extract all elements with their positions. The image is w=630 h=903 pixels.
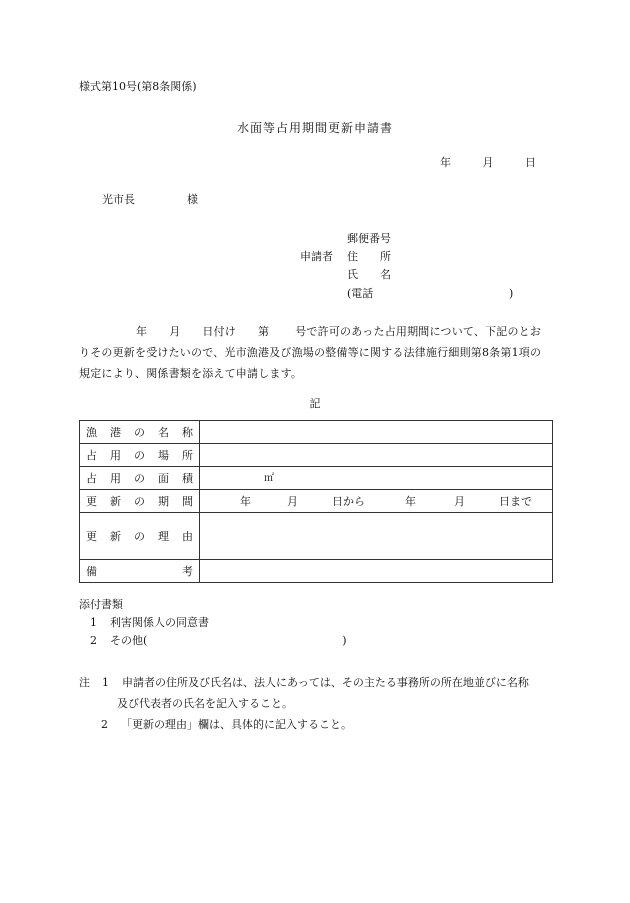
table-row xyxy=(80,560,553,583)
area-unit: ㎡ xyxy=(264,473,274,484)
body-month: 月 xyxy=(169,325,181,338)
row-label-char: 由 xyxy=(182,529,193,543)
table-row xyxy=(80,421,553,444)
table-row xyxy=(80,490,553,513)
row-label-text xyxy=(86,450,193,461)
row-label xyxy=(80,421,200,444)
row-label-text xyxy=(86,566,193,577)
addressee-name: 光市長 xyxy=(102,193,135,206)
row-label-char: 新 xyxy=(110,529,121,543)
note-1-line-1: 申請者の住所及び氏名は、法人にあっては、その主たる事務所の所在地並びに名称 xyxy=(122,676,529,689)
attachment-2-number: 2 xyxy=(90,634,97,647)
row-label-char: 積 xyxy=(182,471,193,485)
row-value[interactable] xyxy=(200,513,553,560)
row-label xyxy=(80,560,200,583)
postal-code-label: 郵便番号 xyxy=(347,232,391,245)
attachment-1-text: 利害関係人の同意書 xyxy=(110,616,209,629)
row-label xyxy=(80,490,200,513)
phone-close: ) xyxy=(509,287,514,300)
row-label-char: 備 xyxy=(86,564,97,578)
address-label: 住 所 xyxy=(347,250,391,263)
body-no-prefix: 第 xyxy=(258,325,270,338)
period-value xyxy=(206,496,546,507)
attachment-item-2 xyxy=(90,635,347,646)
row-label-text xyxy=(86,473,193,484)
row-label-char: の xyxy=(134,529,145,543)
row-label-char: の xyxy=(134,471,145,485)
period-month-to: 月 xyxy=(454,494,465,508)
row-value[interactable] xyxy=(200,444,553,467)
row-label xyxy=(80,444,200,467)
row-value[interactable] xyxy=(200,560,553,583)
note-2-number: 2 xyxy=(101,718,108,731)
attachment-1-number: 1 xyxy=(90,616,97,629)
addressee-honorific: 様 xyxy=(187,193,198,206)
period-year-from: 年 xyxy=(240,494,251,508)
date-year: 年 xyxy=(440,156,451,169)
row-label-char: 考 xyxy=(182,564,193,578)
table-row xyxy=(80,513,553,560)
row-label xyxy=(80,513,200,560)
attachments-title: 添付書類 xyxy=(79,598,123,611)
row-label-char: 場 xyxy=(158,448,169,462)
row-label-char: 間 xyxy=(182,494,193,508)
row-label-char: の xyxy=(134,448,145,462)
row-label xyxy=(80,467,200,490)
row-label-char: 用 xyxy=(110,471,121,485)
row-label-char: 港 xyxy=(110,425,121,439)
body-text: 号で許可のあった占用期間について、下記のとおりその更新を受けたいので、光市漁港及び漁場の整備等に関する法律施行細則第8条第1項の規定により、関係書類を添えて申請します。 xyxy=(79,325,542,380)
date-line xyxy=(440,157,536,168)
row-label-char: 称 xyxy=(182,425,193,439)
row-value[interactable] xyxy=(200,467,553,490)
notes-label: 注 xyxy=(79,676,90,689)
row-label-char: 占 xyxy=(86,471,97,485)
row-label-char: 用 xyxy=(110,448,121,462)
row-label-char: 漁 xyxy=(86,425,97,439)
table-row xyxy=(80,444,553,467)
row-value[interactable] xyxy=(200,490,553,513)
row-label-char: 更 xyxy=(86,529,97,543)
row-label-char: の xyxy=(134,425,145,439)
attachment-2-open: その他( xyxy=(110,634,148,647)
period-day-to: 日まで xyxy=(499,494,532,508)
period-day-from: 日から xyxy=(332,494,365,508)
notes xyxy=(79,672,529,735)
attachment-item-1 xyxy=(90,617,209,628)
row-label-char: 所 xyxy=(182,448,193,462)
row-label-char: 名 xyxy=(158,425,169,439)
row-label-char: 占 xyxy=(86,448,97,462)
phone-open: (電話 xyxy=(347,287,374,300)
applicant-label: 申請者 xyxy=(300,250,333,263)
row-label-char: 新 xyxy=(110,494,121,508)
note-1-number: 1 xyxy=(102,676,109,689)
table-row xyxy=(80,467,553,490)
note-2-text: 「更新の理由」欄は、具体的に記入すること。 xyxy=(121,718,352,731)
note-2 xyxy=(79,714,529,735)
row-label-char: の xyxy=(134,494,145,508)
details-table xyxy=(79,420,553,583)
note-1-line-2: 及び代表者の氏名を記入すること。 xyxy=(117,697,293,710)
date-month: 月 xyxy=(482,156,494,169)
period-year-to: 年 xyxy=(405,494,416,508)
document-title: 水面等占用期間更新申請書 xyxy=(236,121,393,135)
period-month-from: 月 xyxy=(287,494,298,508)
row-label-char: 更 xyxy=(86,494,97,508)
name-label: 氏 名 xyxy=(347,268,391,281)
row-label-char: 面 xyxy=(158,471,169,485)
body-date-suffix: 日付け xyxy=(202,325,237,338)
note-1 xyxy=(79,672,529,693)
body-year: 年 xyxy=(136,325,148,338)
ki-heading: 記 xyxy=(309,397,321,410)
row-label-char: 理 xyxy=(158,529,169,543)
row-label-text xyxy=(86,427,193,438)
addressee xyxy=(102,194,198,205)
row-label-text xyxy=(86,496,193,507)
row-value[interactable] xyxy=(200,421,553,444)
row-label-text xyxy=(86,531,193,542)
attachment-2-close: ) xyxy=(342,634,347,647)
date-day: 日 xyxy=(525,156,536,169)
form-id: 様式第10号(第8条関係) xyxy=(79,80,197,93)
row-label-char: 期 xyxy=(158,494,169,508)
body-paragraph xyxy=(79,321,549,384)
